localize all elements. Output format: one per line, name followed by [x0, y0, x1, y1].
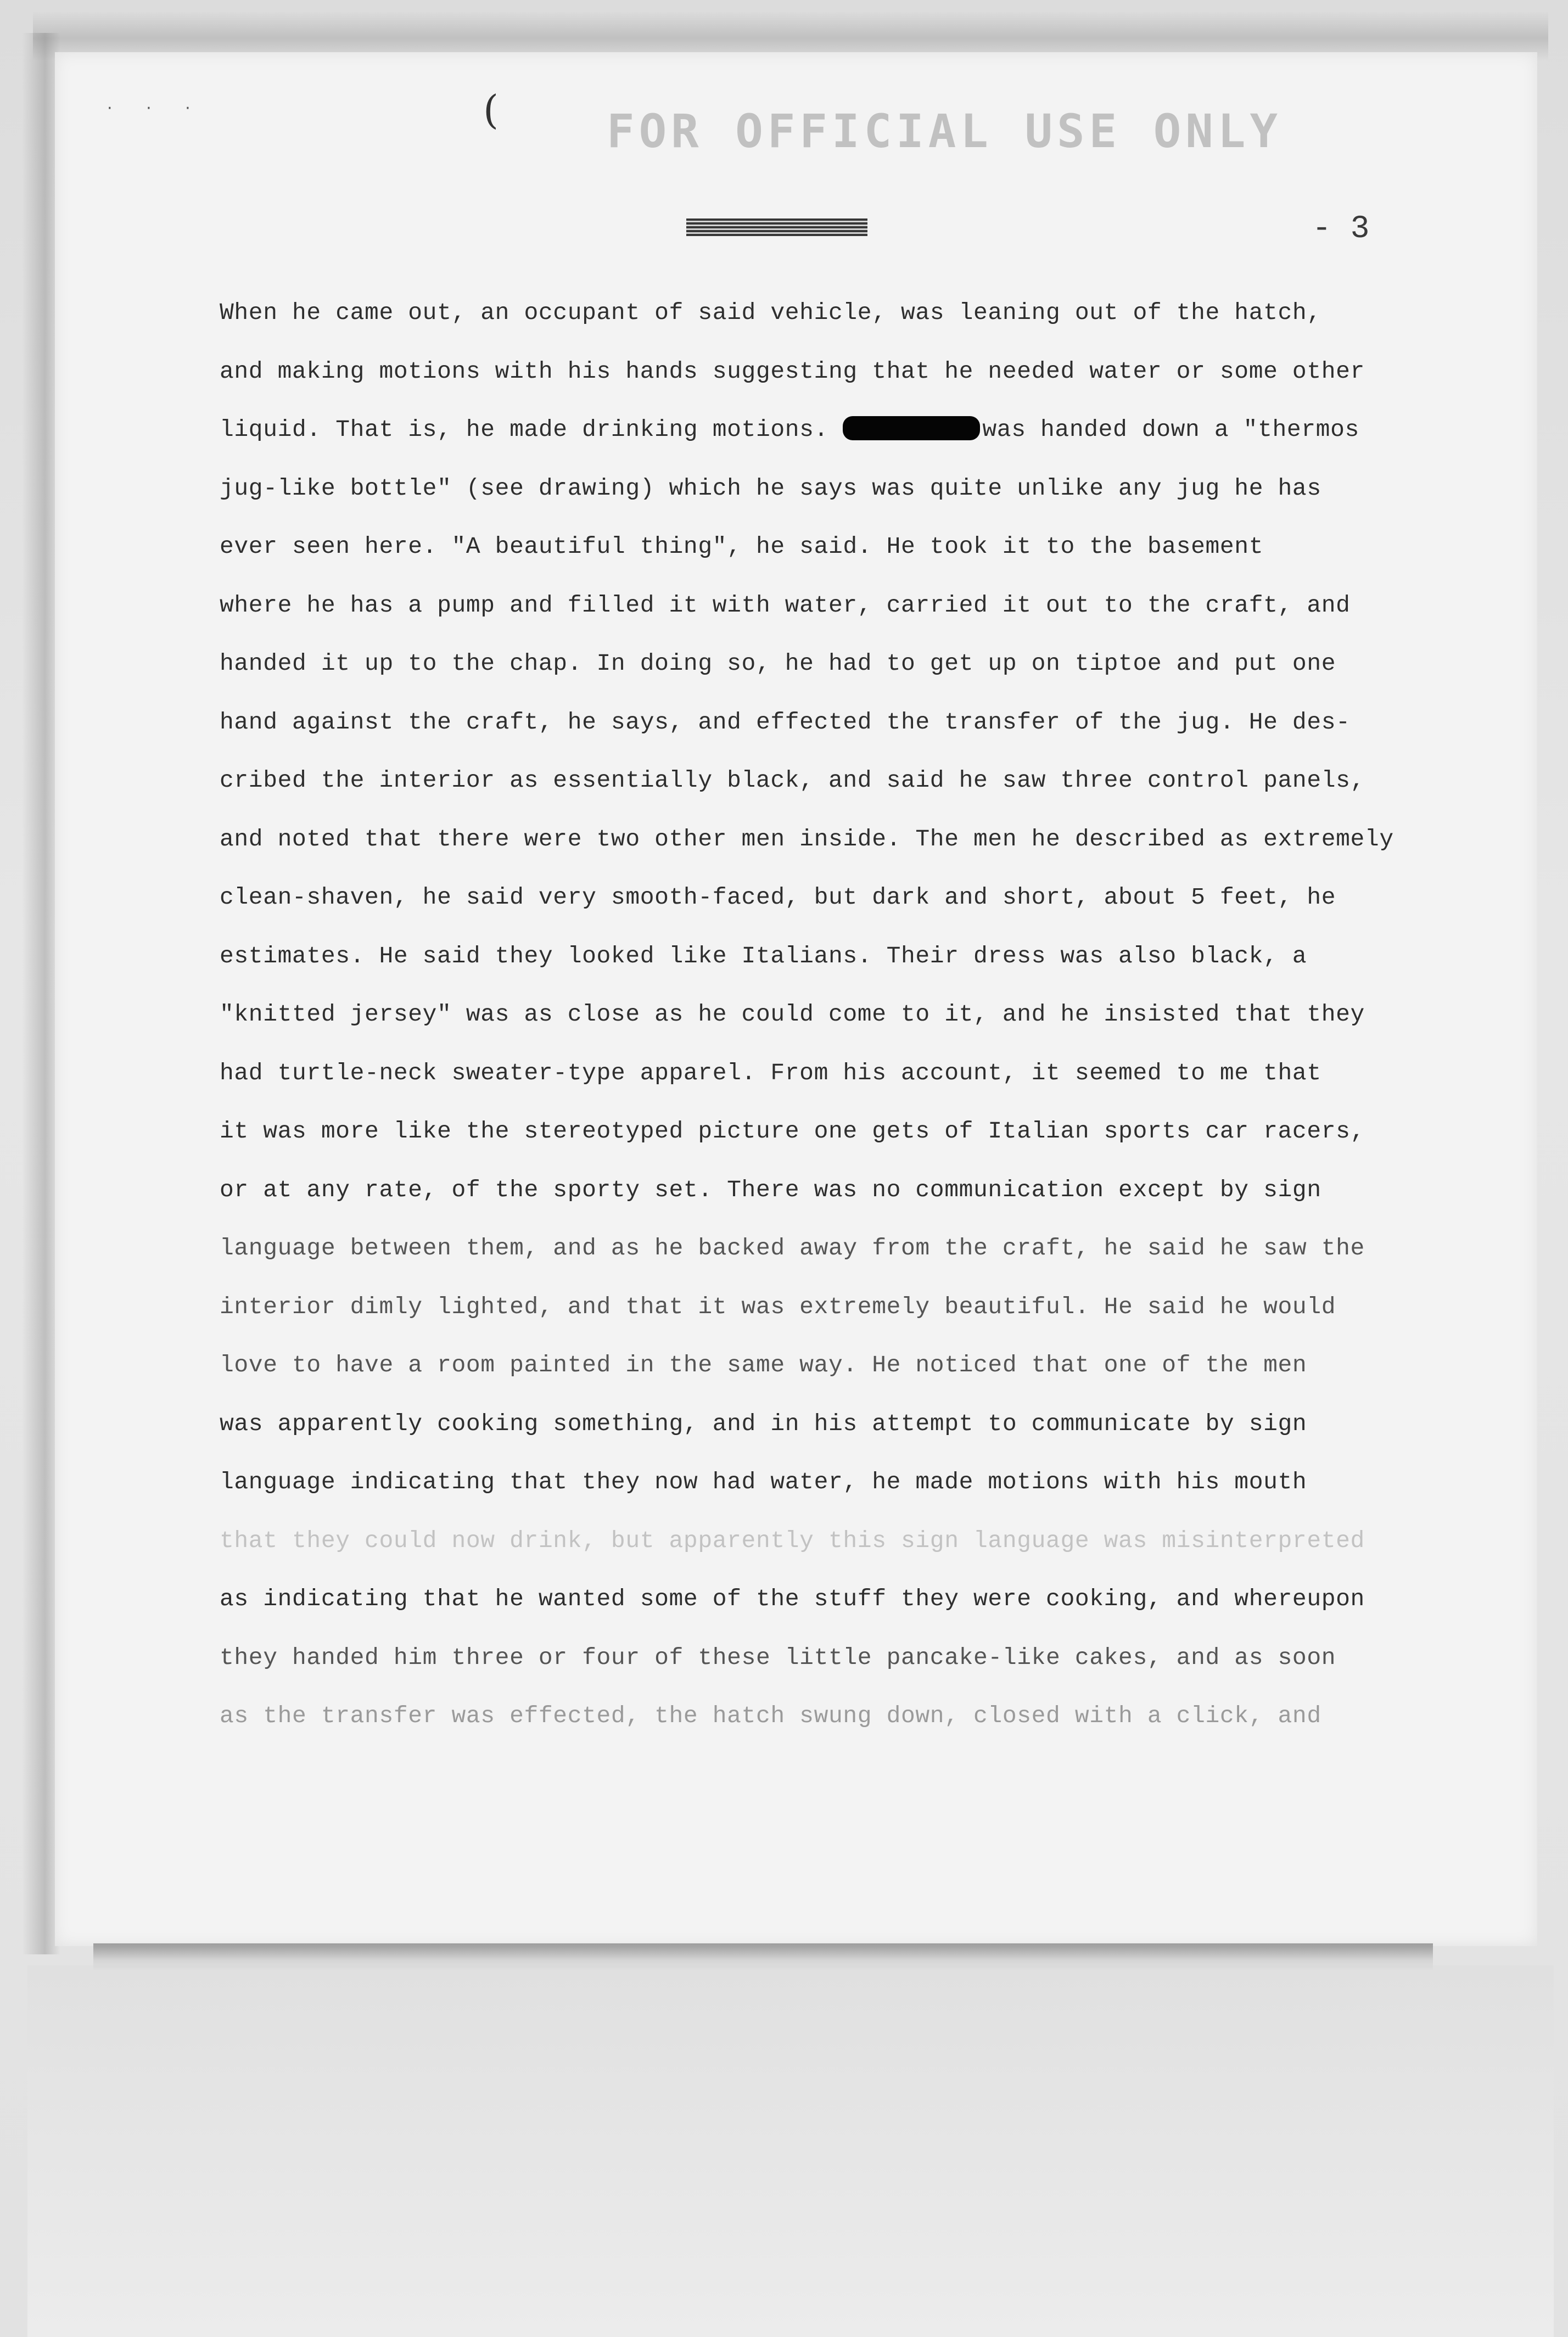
text-segment: was handed down a "thermos — [982, 416, 1359, 443]
text-line: "knitted jersey" was as close as he could come to it, and he insisted that they — [220, 1001, 1365, 1028]
text-line: language between them, and as he backed away from the craft, he said he saw the — [220, 1235, 1365, 1262]
text-line: as the transfer was effected, the hatch swung down, closed with a click, and — [220, 1702, 1321, 1729]
text-line: and noted that there were two other men inside. The men he described as extremely — [220, 825, 1394, 853]
text-line: ever seen here. "A beautiful thing", he said. He took it to the basement — [220, 533, 1264, 560]
text-line: estimates. He said they looked like Italians. Their dress was also black, a — [220, 942, 1307, 969]
text-line: and making motions with his hands suggesting that he needed water or some other — [220, 357, 1365, 385]
text-line: clean-shaven, he said very smooth-faced, but dark and short, about 5 feet, he — [220, 884, 1336, 911]
name-redaction — [843, 416, 980, 440]
bracket-mark: ( — [483, 87, 499, 133]
text-line: love to have a room painted in the same way. He noticed that one of the men — [220, 1352, 1307, 1378]
text-line: that they could now drink, but apparently this sign language was misinterpreted — [220, 1527, 1365, 1554]
text-line: as indicating that he wanted some of the stuff they were cooking, and whereupon — [220, 1585, 1365, 1612]
text-line: handed it up to the chap. In doing so, he had to get up on tiptoe and put one — [220, 650, 1336, 677]
page-bottom-shadow — [93, 1943, 1433, 1971]
text-line-with-redaction — [220, 413, 1460, 472]
text-line: cribed the interior as essentially black, and said he saw three control panels, — [220, 767, 1365, 794]
page-number: - 3 — [1312, 211, 1370, 247]
underlying-sheet — [27, 1965, 1554, 2337]
text-line: was apparently cooking something, and in his attempt to communicate by sign — [220, 1410, 1307, 1437]
scan-specks: · · · — [107, 99, 205, 118]
text-line: When he came out, an occupant of said vehicle, was leaning out of the hatch, — [220, 299, 1321, 326]
text-line: where he has a pump and filled it with water, carried it out to the craft, and — [220, 591, 1351, 619]
document-body — [220, 296, 1460, 1758]
text-line: language indicating that they now had water, he made motions with his mouth — [220, 1469, 1307, 1495]
text-line: they handed him three or four of these little pancake-like cakes, and as soon — [220, 1644, 1336, 1671]
text-line: jug-like bottle" (see drawing) which he says was quite unlike any jug he has — [220, 474, 1321, 502]
text-line: or at any rate, of the sporty set. There was no communication except by sign — [220, 1176, 1321, 1203]
text-segment: liquid. That is, he made drinking motions. — [220, 416, 843, 443]
text-line: had turtle-neck sweater-type apparel. From his account, it seemed to me that — [220, 1059, 1321, 1086]
text-line: hand against the craft, he says, and effected the transfer of the jug. He des- — [220, 708, 1351, 736]
header-redaction-bar — [686, 218, 867, 236]
text-line: it was more like the stereotyped picture one gets of Italian sports car racers, — [220, 1118, 1365, 1145]
classification-stamp: FOR OFFICIAL USE ONLY — [607, 104, 1283, 158]
text-line: interior dimly lighted, and that it was extremely beautiful. He said he would — [220, 1293, 1336, 1320]
